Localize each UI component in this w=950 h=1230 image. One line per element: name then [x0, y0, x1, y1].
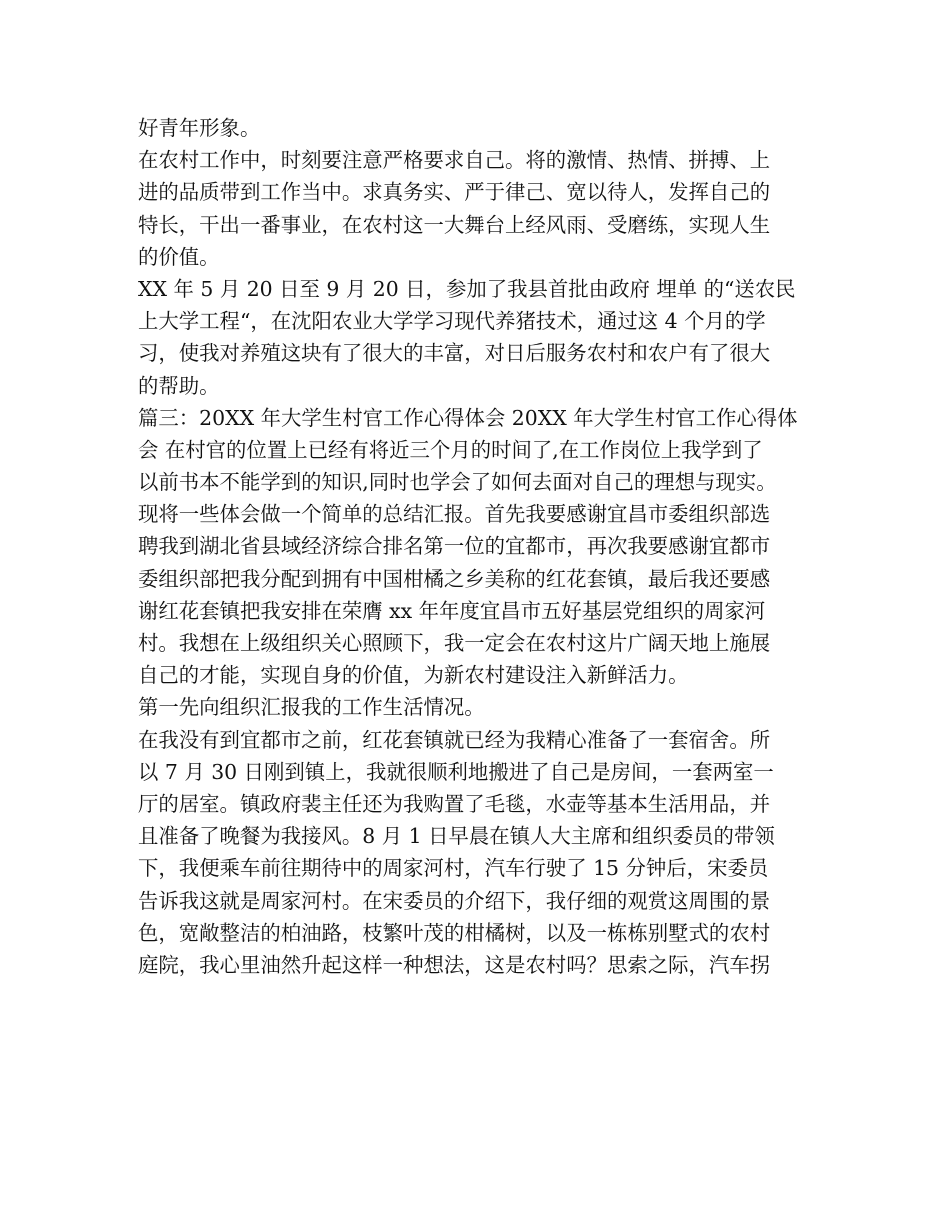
text-line: 的价值。 — [138, 244, 220, 269]
text-line: 告诉我这就是周家河村。在宋委员的介绍下，我仔细的观赏这周围的景 — [138, 888, 771, 913]
text-line: 厅的居室。镇政府裴主任还为我购置了毛毯，水壶等基本生活用品，并 — [138, 791, 771, 816]
text-line: 现将一些体会做一个简单的总结汇报。首先我要感谢宜昌市委组织部选 — [138, 502, 771, 527]
text-line: XX 年 5 月 20 日至 9 月 20 日，参加了我县首批由政府 埋单 的“送农民 — [138, 276, 796, 301]
body-text — [138, 112, 828, 981]
text-line: 进的品质带到工作当中。求真务实、严于律己、宽以待人，发挥自己的 — [138, 180, 771, 205]
text-line: 的帮助。 — [138, 373, 220, 398]
text-line: 下，我便乘车前往期待中的周家河村，汽车行驶了 15 分钟后，宋委员 — [138, 856, 769, 881]
text-line: 聘我到湖北省县域经济综合排名第一位的宜都市，再次我要感谢宜都市 — [138, 534, 771, 559]
text-line: 谢红花套镇把我安排在荣膺 xx 年年度宜昌市五好基层党组织的周家河 — [138, 598, 766, 623]
text-line: 色，宽敞整洁的柏油路，枝繁叶茂的柑橘树，以及一栋栋别墅式的农村 — [138, 920, 771, 945]
text-line: 在农村工作中，时刻要注意严格要求自己。将的激情、热情、拼搏、上 — [138, 148, 771, 173]
text-line: 第一先向组织汇报我的工作生活情况。 — [138, 695, 485, 720]
text-line: 以前书本不能学到的知识,同时也学会了如何去面对自己的理想与现实。 — [138, 470, 777, 495]
text-line: 庭院，我心里油然升起这样一种想法，这是农村吗？思索之际，汽车拐 — [138, 952, 771, 977]
text-line: 特长，干出一番事业，在农村这一大舞台上经风雨、受磨练，实现人生 — [138, 212, 771, 237]
text-line: 会 在村官的位置上已经有将近三个月的时间了,在工作岗位上我学到了 — [138, 437, 763, 462]
text-line: 篇三：20XX 年大学生村官工作心得体会 20XX 年大学生村官工作心得体 — [138, 405, 798, 430]
text-line: 习，使我对养殖这块有了很大的丰富，对日后服务农村和农户有了很大 — [138, 341, 771, 366]
text-line: 村。我想在上级组织关心照顾下，我一定会在农村这片广阔天地上施展 — [138, 631, 771, 655]
text-line: 且准备了晚餐为我接风。8 月 1 日早晨在镇人大主席和组织委员的带领 — [138, 824, 775, 849]
text-line: 自己的才能，实现自身的价值，为新农村建设注入新鲜活力。 — [138, 663, 689, 688]
text-line: 委组织部把我分配到拥有中国柑橘之乡美称的红花套镇，最后我还要感 — [138, 566, 771, 591]
text-line: 上大学工程“，在沈阳农业大学学习现代养猪技术，通过这 4 个月的学 — [138, 309, 766, 334]
text-line: 以 7 月 30 日刚到镇上，我就很顺利地搬进了自己是房间，一套两室一 — [138, 759, 774, 784]
text-line: 好青年形象。 — [138, 116, 261, 140]
text-line: 在我没有到宜都市之前，红花套镇就已经为我精心准备了一套宿舍。所 — [138, 727, 771, 752]
